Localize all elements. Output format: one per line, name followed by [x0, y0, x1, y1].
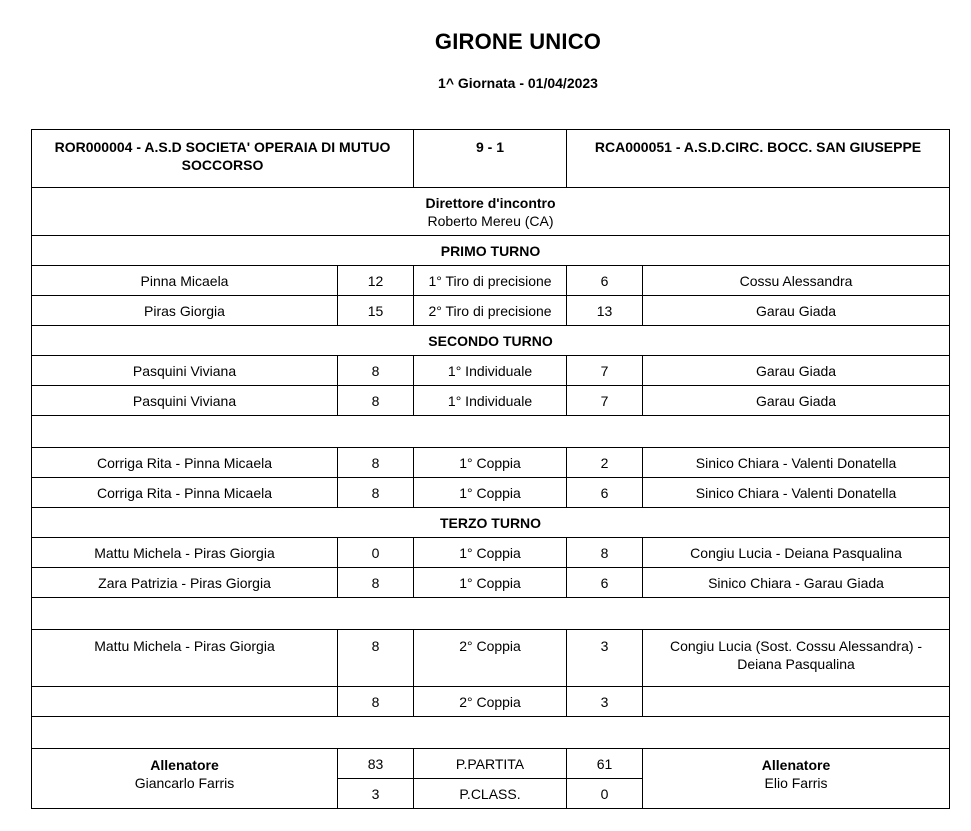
away-score: 13: [567, 296, 643, 326]
table-row: [32, 478, 950, 508]
home-player: [32, 687, 338, 717]
home-score: 15: [338, 296, 414, 326]
away-coach-label: Allenatore: [761, 757, 831, 773]
home-player: Mattu Michela - Piras Giorgia: [32, 630, 338, 687]
game-type: 2° Coppia: [414, 687, 567, 717]
home-player: Piras Giorgia: [32, 296, 338, 326]
section-header: [32, 508, 950, 538]
section-header: [32, 326, 950, 356]
spacer-cell: [32, 598, 950, 630]
director-label: Direttore d'incontro: [425, 194, 556, 211]
away-score: 6: [567, 568, 643, 598]
game-type: 2° Tiro di precisione: [414, 296, 567, 326]
away-player: Garau Giada: [643, 386, 950, 416]
director-row: [32, 188, 950, 236]
game-type: 1° Coppia: [414, 538, 567, 568]
home-partita-points: 83: [338, 749, 414, 779]
home-team: ROR000004 - A.S.D SOCIETA' OPERAIA DI MUTUO SOCCORSO: [32, 130, 414, 188]
away-player: [643, 687, 950, 717]
table-row: [32, 356, 950, 386]
away-score: 2: [567, 448, 643, 478]
home-player: Pasquini Viviana: [32, 386, 338, 416]
game-type: 1° Individuale: [414, 386, 567, 416]
table-row: [32, 538, 950, 568]
home-score: 8: [338, 356, 414, 386]
home-player: Corriga Rita - Pinna Micaela: [32, 478, 338, 508]
away-coach-name: Elio Farris: [764, 775, 828, 791]
home-score: 8: [338, 448, 414, 478]
home-class-points: 3: [338, 779, 414, 809]
teams-row: [32, 130, 950, 188]
match-score: 9 - 1: [414, 130, 567, 188]
home-score: 8: [338, 630, 414, 687]
game-type: 1° Coppia: [414, 448, 567, 478]
away-score: 7: [567, 356, 643, 386]
away-player: Congiu Lucia - Deiana Pasqualina: [643, 538, 950, 568]
home-player: Pinna Micaela: [32, 266, 338, 296]
away-team: RCA000051 - A.S.D.CIRC. BOCC. SAN GIUSEPPE: [567, 130, 950, 188]
game-type: 2° Coppia: [414, 630, 567, 687]
home-coach-label: Allenatore: [150, 757, 219, 773]
home-score: 8: [338, 687, 414, 717]
section-header: [32, 236, 950, 266]
spacer-row: [32, 598, 950, 630]
page-title: GIRONE UNICO: [434, 29, 602, 54]
away-partita-points: 61: [567, 749, 643, 779]
away-score: 3: [567, 687, 643, 717]
home-score: 0: [338, 538, 414, 568]
partita-label: P.PARTITA: [414, 749, 567, 779]
away-class-points: 0: [567, 779, 643, 809]
away-player: Congiu Lucia (Sost. Cossu Alessandra) - Deiana Pasqualina: [643, 630, 950, 687]
home-score: 8: [338, 386, 414, 416]
section-primo-turno: PRIMO TURNO: [32, 236, 950, 266]
away-score: 6: [567, 478, 643, 508]
spacer-row: [32, 416, 950, 448]
game-type: 1° Individuale: [414, 356, 567, 386]
table-row: [32, 266, 950, 296]
class-label: P.CLASS.: [414, 779, 567, 809]
home-player: Mattu Michela - Piras Giorgia: [32, 538, 338, 568]
game-type: 1° Coppia: [414, 568, 567, 598]
away-player: Garau Giada: [643, 356, 950, 386]
section-secondo-turno: SECONDO TURNO: [32, 326, 950, 356]
home-player: Pasquini Viviana: [32, 356, 338, 386]
spacer-cell: [32, 416, 950, 448]
match-sheet-table: [31, 129, 950, 809]
game-type: 1° Tiro di precisione: [414, 266, 567, 296]
section-terzo-turno: TERZO TURNO: [32, 508, 950, 538]
round-date: 1^ Giornata - 01/04/2023: [438, 75, 598, 91]
away-player: Cossu Alessandra: [643, 266, 950, 296]
away-player: Sinico Chiara - Valenti Donatella: [643, 448, 950, 478]
table-row: [32, 386, 950, 416]
away-score: 8: [567, 538, 643, 568]
spacer-cell: [32, 717, 950, 749]
away-player: Sinico Chiara - Garau Giada: [643, 568, 950, 598]
table-row: [32, 630, 950, 687]
home-score: 12: [338, 266, 414, 296]
home-coach-name: Giancarlo Farris: [134, 775, 235, 791]
away-score: 6: [567, 266, 643, 296]
home-player: Zara Patrizia - Piras Giorgia: [32, 568, 338, 598]
home-score: 8: [338, 568, 414, 598]
away-player: Sinico Chiara - Valenti Donatella: [643, 478, 950, 508]
away-score: 7: [567, 386, 643, 416]
director-cell: [32, 188, 950, 236]
home-player: Corriga Rita - Pinna Micaela: [32, 448, 338, 478]
home-coach-cell: [32, 749, 338, 809]
table-row: [32, 296, 950, 326]
footer-row-partita: [32, 749, 950, 779]
table-row: [32, 568, 950, 598]
away-score: 3: [567, 630, 643, 687]
away-coach-cell: [643, 749, 950, 809]
spacer-row: [32, 717, 950, 749]
home-score: 8: [338, 478, 414, 508]
table-row: [32, 448, 950, 478]
game-type: 1° Coppia: [414, 478, 567, 508]
director-name: Roberto Mereu (CA): [427, 212, 554, 229]
away-player: Garau Giada: [643, 296, 950, 326]
table-row: [32, 687, 950, 717]
